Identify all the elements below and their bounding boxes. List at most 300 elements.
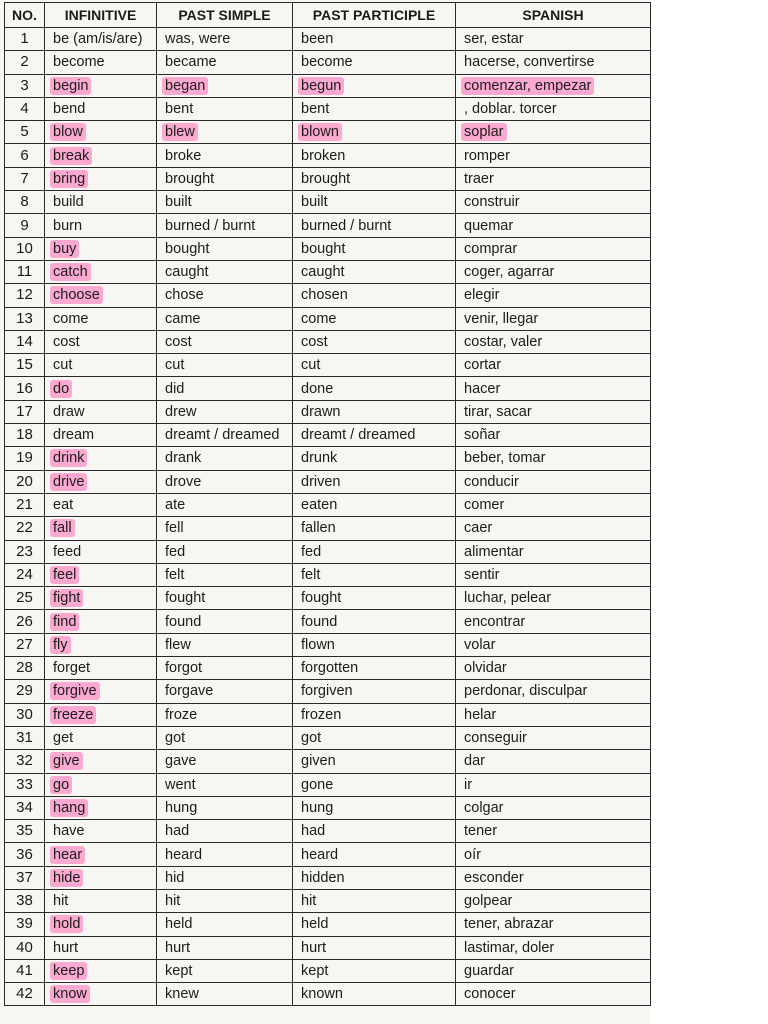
cell-text: caught	[165, 264, 209, 281]
cell-past-simple	[157, 866, 293, 889]
cell-text: been	[301, 31, 334, 48]
cell-past-simple	[157, 121, 293, 144]
cell-infinitive	[45, 260, 157, 283]
cell-number: 20	[5, 470, 45, 493]
cell-text: comprar	[464, 240, 518, 257]
cell-number: 5	[5, 121, 45, 144]
cell-past-participle	[293, 28, 456, 51]
cell-text: traer	[464, 170, 494, 187]
cell-infinitive	[45, 517, 157, 540]
cell-past-simple	[157, 354, 293, 377]
cell-past-participle	[293, 680, 456, 703]
cell-text: encontrar	[464, 613, 526, 630]
cell-infinitive	[45, 400, 157, 423]
cell-past-simple	[157, 820, 293, 843]
cell-text: built	[165, 194, 192, 211]
cell-text: drew	[165, 403, 197, 420]
cell-infinitive	[45, 191, 157, 214]
cell-infinitive	[45, 214, 157, 237]
table-row	[5, 563, 651, 586]
highlighted-text: catch	[50, 263, 91, 281]
cell-past-participle	[293, 657, 456, 680]
cell-spanish	[456, 610, 651, 633]
highlighted-text: hang	[50, 799, 88, 817]
cell-text: forgiven	[301, 683, 353, 700]
cell-spanish	[456, 936, 651, 959]
cell-text: helar	[464, 706, 497, 723]
cell-text: esconder	[464, 869, 524, 886]
cell-spanish	[456, 493, 651, 516]
cell-infinitive	[45, 657, 157, 680]
highlighted-text: fly	[50, 636, 71, 654]
cell-past-simple	[157, 959, 293, 982]
cell-text: cost	[301, 334, 328, 350]
highlighted-text: blew	[162, 123, 198, 141]
cell-past-participle	[293, 97, 456, 120]
cell-text: done	[301, 380, 334, 397]
table-row	[5, 447, 651, 470]
cell-spanish	[456, 237, 651, 260]
cell-number: 22	[5, 517, 45, 540]
table-row	[5, 936, 651, 959]
cell-text: given	[301, 753, 336, 770]
cell-number: 16	[5, 377, 45, 400]
cell-number: 26	[5, 610, 45, 633]
cell-infinitive	[45, 563, 157, 586]
cell-number: 15	[5, 354, 45, 377]
cell-number: 33	[5, 773, 45, 796]
cell-number: 37	[5, 866, 45, 889]
cell-infinitive	[45, 936, 157, 959]
cell-text: lastimar, doler	[464, 939, 555, 956]
cell-spanish	[456, 657, 651, 680]
cell-spanish	[456, 97, 651, 120]
cell-infinitive	[45, 493, 157, 516]
cell-number: 24	[5, 563, 45, 586]
cell-text: chose	[165, 287, 204, 304]
table-row	[5, 703, 651, 726]
cell-spanish	[456, 307, 651, 330]
cell-past-participle	[293, 51, 456, 74]
cell-text: came	[165, 310, 201, 327]
cell-text: golpear	[464, 893, 513, 910]
cell-text: had	[301, 823, 326, 840]
highlighted-text: drive	[50, 473, 87, 491]
cell-spanish	[456, 889, 651, 912]
cell-text: fought	[165, 590, 206, 607]
cell-text: , doblar. torcer	[464, 101, 557, 118]
cell-spanish	[456, 28, 651, 51]
cell-spanish	[456, 191, 651, 214]
cell-text: found	[165, 613, 202, 630]
cell-spanish	[456, 587, 651, 610]
cell-past-simple	[157, 307, 293, 330]
cell-spanish	[456, 284, 651, 307]
cell-spanish	[456, 121, 651, 144]
table-row	[5, 493, 651, 516]
cell-past-simple	[157, 913, 293, 936]
cell-text: bend	[53, 101, 86, 118]
cell-text: bent	[301, 101, 330, 118]
cell-past-simple	[157, 750, 293, 773]
cell-spanish	[456, 354, 651, 377]
table-row	[5, 657, 651, 680]
cell-past-simple	[157, 493, 293, 516]
cell-past-participle	[293, 284, 456, 307]
cell-spanish	[456, 74, 651, 97]
highlighted-text: find	[50, 613, 79, 631]
cell-text: drunk	[301, 450, 338, 467]
cell-number: 39	[5, 913, 45, 936]
cell-spanish	[456, 424, 651, 447]
table-row	[5, 400, 651, 423]
cell-past-participle	[293, 889, 456, 912]
cell-past-simple	[157, 260, 293, 283]
cell-text: forgot	[165, 660, 203, 677]
cell-past-participle	[293, 936, 456, 959]
cell-text: get	[53, 730, 74, 747]
cell-spanish	[456, 750, 651, 773]
cell-text: got	[165, 730, 186, 747]
cell-past-participle	[293, 121, 456, 144]
table-row	[5, 191, 651, 214]
cell-number: 28	[5, 657, 45, 680]
cell-past-simple	[157, 680, 293, 703]
cell-text: venir, llegar	[464, 310, 539, 327]
cell-spanish	[456, 773, 651, 796]
cell-text: fallen	[301, 520, 336, 537]
cell-text: caer	[464, 520, 493, 537]
cell-past-participle	[293, 74, 456, 97]
table-row	[5, 307, 651, 330]
cell-spanish	[456, 260, 651, 283]
cell-number: 17	[5, 400, 45, 423]
header-row	[5, 3, 651, 28]
table-row	[5, 517, 651, 540]
cell-past-simple	[157, 377, 293, 400]
cell-text: caught	[301, 264, 345, 281]
table-row	[5, 726, 651, 749]
cell-infinitive	[45, 773, 157, 796]
cell-number: 18	[5, 424, 45, 447]
cell-past-participle	[293, 633, 456, 656]
cell-past-participle	[293, 307, 456, 330]
cell-text: feed	[53, 543, 82, 560]
cell-past-simple	[157, 540, 293, 563]
cell-number: 9	[5, 214, 45, 237]
cell-text: ate	[165, 497, 186, 514]
cell-number: 30	[5, 703, 45, 726]
cell-text: heard	[165, 846, 203, 863]
cell-number: 23	[5, 540, 45, 563]
highlighted-text: begin	[50, 77, 91, 95]
cell-text: hung	[165, 799, 198, 816]
cell-text: hacerse, convertirse	[464, 54, 595, 71]
cell-past-participle	[293, 517, 456, 540]
cell-infinitive	[45, 866, 157, 889]
header-no: NO.	[5, 3, 45, 28]
cell-infinitive	[45, 307, 157, 330]
cell-text: have	[53, 823, 85, 840]
cell-past-simple	[157, 191, 293, 214]
highlighted-text: fight	[50, 589, 83, 607]
cell-spanish	[456, 726, 651, 749]
cell-past-participle	[293, 260, 456, 283]
cell-past-participle	[293, 330, 456, 353]
table-row	[5, 540, 651, 563]
cell-infinitive	[45, 97, 157, 120]
highlighted-text: buy	[50, 240, 79, 258]
cell-text: forgotten	[301, 660, 359, 677]
cell-text: built	[301, 194, 328, 211]
cell-spanish	[456, 517, 651, 540]
cell-number: 1	[5, 28, 45, 51]
cell-text: beber, tomar	[464, 450, 546, 467]
header-past-participle: PAST PARTICIPLE	[293, 3, 456, 28]
cell-text: flown	[301, 636, 335, 653]
cell-infinitive	[45, 796, 157, 819]
cell-number: 36	[5, 843, 45, 866]
cell-past-simple	[157, 74, 293, 97]
cell-past-participle	[293, 563, 456, 586]
cell-past-participle	[293, 540, 456, 563]
cell-text: dream	[53, 427, 95, 444]
highlighted-text: hear	[50, 846, 85, 864]
cell-infinitive	[45, 447, 157, 470]
cell-text: ir	[464, 776, 473, 793]
cell-text: gave	[165, 753, 197, 770]
cell-text: cortar	[464, 357, 502, 374]
cell-text: coger, agarrar	[464, 264, 555, 281]
cell-spanish	[456, 51, 651, 74]
cell-spanish	[456, 959, 651, 982]
table-row	[5, 121, 651, 144]
cell-text: elegir	[464, 287, 500, 304]
cell-spanish	[456, 913, 651, 936]
highlighted-text: go	[50, 776, 72, 794]
cell-infinitive	[45, 843, 157, 866]
cell-text: conseguir	[464, 730, 527, 747]
highlighted-text: keep	[50, 962, 87, 980]
cell-infinitive	[45, 167, 157, 190]
cell-text: hit	[165, 893, 181, 910]
cell-infinitive	[45, 121, 157, 144]
cell-infinitive	[45, 144, 157, 167]
cell-text: romper	[464, 147, 510, 164]
cell-past-simple	[157, 237, 293, 260]
cell-spanish	[456, 633, 651, 656]
cell-text: guardar	[464, 963, 514, 980]
cell-text: cut	[301, 357, 321, 374]
table-row	[5, 913, 651, 936]
cell-text: hit	[301, 893, 317, 910]
highlighted-text: begun	[298, 77, 344, 95]
cell-text: perdonar, disculpar	[464, 683, 588, 700]
header-spanish: SPANISH	[456, 3, 651, 28]
cell-number: 11	[5, 260, 45, 283]
cell-text: hacer	[464, 380, 501, 397]
table-row	[5, 843, 651, 866]
cell-past-simple	[157, 983, 293, 1006]
cell-number: 21	[5, 493, 45, 516]
cell-text: held	[165, 916, 193, 933]
cell-spanish	[456, 866, 651, 889]
cell-text: burned / burnt	[301, 217, 392, 234]
table-row	[5, 773, 651, 796]
cell-past-participle	[293, 237, 456, 260]
cell-text: conducir	[464, 473, 519, 490]
cell-text: fed	[301, 543, 322, 560]
cell-infinitive	[45, 726, 157, 749]
cell-text: drank	[165, 450, 202, 467]
table-row	[5, 889, 651, 912]
cell-text: soñar	[464, 427, 501, 444]
cell-text: knew	[165, 986, 199, 1003]
cell-past-simple	[157, 703, 293, 726]
cell-number: 3	[5, 74, 45, 97]
cell-past-simple	[157, 936, 293, 959]
cell-text: dreamt / dreamed	[301, 427, 416, 444]
cell-number: 35	[5, 820, 45, 843]
table-row	[5, 377, 651, 400]
cell-infinitive	[45, 284, 157, 307]
table-row	[5, 354, 651, 377]
highlighted-text: hold	[50, 915, 83, 933]
cell-text: comer	[464, 497, 505, 514]
cell-text: found	[301, 613, 338, 630]
cell-text: alimentar	[464, 543, 524, 560]
cell-infinitive	[45, 51, 157, 74]
cell-past-participle	[293, 377, 456, 400]
cell-text: cost	[53, 334, 80, 350]
cell-text: held	[301, 916, 329, 933]
cell-past-simple	[157, 214, 293, 237]
cell-past-participle	[293, 191, 456, 214]
cell-number: 2	[5, 51, 45, 74]
cell-past-simple	[157, 587, 293, 610]
cell-text: olvidar	[464, 660, 507, 677]
cell-text: dar	[464, 753, 485, 770]
highlighted-text: freeze	[50, 706, 96, 724]
highlighted-text: break	[50, 147, 92, 165]
cell-number: 38	[5, 889, 45, 912]
cell-text: cut	[165, 357, 185, 374]
cell-number: 29	[5, 680, 45, 703]
cell-text: brought	[165, 170, 215, 187]
cell-spanish	[456, 447, 651, 470]
cell-text: broken	[301, 147, 346, 164]
cell-text: brought	[301, 170, 351, 187]
cell-spanish	[456, 540, 651, 563]
cell-text: sentir	[464, 566, 500, 583]
cell-number: 6	[5, 144, 45, 167]
cell-text: cut	[53, 357, 73, 374]
cell-text: bought	[301, 240, 346, 257]
cell-past-participle	[293, 820, 456, 843]
cell-past-participle	[293, 796, 456, 819]
cell-infinitive	[45, 633, 157, 656]
highlighted-text: bring	[50, 170, 88, 188]
cell-text: frozen	[301, 706, 342, 723]
cell-past-participle	[293, 610, 456, 633]
cell-number: 19	[5, 447, 45, 470]
cell-text: broke	[165, 147, 202, 164]
cell-past-participle	[293, 959, 456, 982]
cell-text: known	[301, 986, 343, 1003]
table-row	[5, 959, 651, 982]
cell-past-participle	[293, 144, 456, 167]
cell-text: be (am/is/are)	[53, 31, 143, 48]
cell-text: fought	[301, 590, 342, 607]
cell-past-simple	[157, 28, 293, 51]
cell-spanish	[456, 680, 651, 703]
cell-text: burn	[53, 217, 83, 234]
table-row	[5, 587, 651, 610]
cell-past-simple	[157, 633, 293, 656]
cell-text: eaten	[301, 497, 338, 514]
cell-past-participle	[293, 400, 456, 423]
highlighted-text: drink	[50, 449, 87, 467]
cell-spanish	[456, 144, 651, 167]
cell-past-simple	[157, 51, 293, 74]
cell-text: hurt	[301, 939, 326, 956]
cell-infinitive	[45, 470, 157, 493]
cell-past-simple	[157, 796, 293, 819]
cell-text: kept	[165, 963, 193, 980]
cell-spanish	[456, 377, 651, 400]
cell-number: 27	[5, 633, 45, 656]
cell-number: 25	[5, 587, 45, 610]
cell-past-simple	[157, 167, 293, 190]
cell-past-simple	[157, 284, 293, 307]
cell-past-simple	[157, 330, 293, 353]
table-row	[5, 330, 651, 353]
cell-number: 10	[5, 237, 45, 260]
highlighted-text: feel	[50, 566, 79, 584]
cell-spanish	[456, 167, 651, 190]
cell-text: quemar	[464, 217, 514, 234]
cell-past-participle	[293, 866, 456, 889]
cell-spanish	[456, 796, 651, 819]
cell-text: tener	[464, 823, 498, 840]
cell-past-simple	[157, 726, 293, 749]
cell-text: come	[53, 310, 89, 327]
cell-past-simple	[157, 424, 293, 447]
cell-text: tener, abrazar	[464, 916, 554, 933]
highlighted-text: hide	[50, 869, 83, 887]
cell-text: was, were	[165, 31, 231, 48]
cell-text: cost	[165, 334, 192, 350]
cell-text: heard	[301, 846, 339, 863]
cell-past-simple	[157, 144, 293, 167]
cell-past-participle	[293, 167, 456, 190]
cell-number: 8	[5, 191, 45, 214]
cell-text: eat	[53, 497, 74, 514]
cell-text: conocer	[464, 986, 516, 1003]
cell-text: costar, valer	[464, 334, 543, 350]
cell-text: tirar, sacar	[464, 403, 532, 420]
cell-text: luchar, pelear	[464, 590, 552, 607]
table-row	[5, 284, 651, 307]
cell-text: become	[301, 54, 353, 71]
cell-text: hurt	[53, 939, 78, 956]
table-row	[5, 74, 651, 97]
cell-infinitive	[45, 377, 157, 400]
cell-past-participle	[293, 470, 456, 493]
cell-text: bought	[165, 240, 210, 257]
cell-spanish	[456, 330, 651, 353]
table-row	[5, 144, 651, 167]
